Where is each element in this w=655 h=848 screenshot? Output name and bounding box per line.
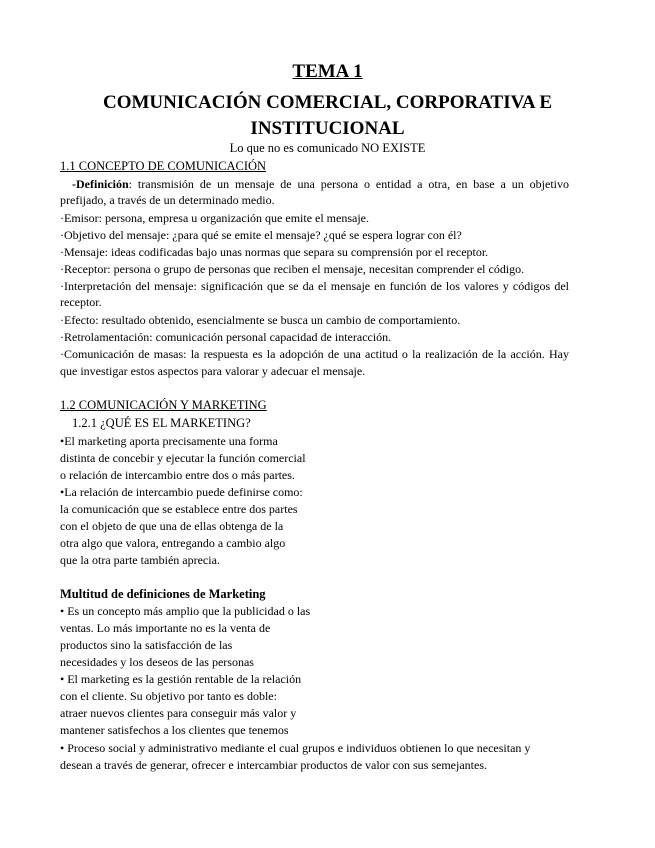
definition-list-line: • Proceso social y administrativo mediante el cual grupos e individuos obtienen lo que necesitan y [60,741,531,755]
definition-list-line: ventas. Lo más importante no es la venta de [60,621,271,635]
title-line-2: COMUNICACIÓN COMERCIAL, CORPORATIVA E [103,92,552,113]
definition-line-1 [72,176,569,192]
marketing-line: otra algo que valora, entregando a cambio algo [60,536,286,550]
definition-list-line: necesidades y los deseos de las personas [60,655,254,669]
marketing-line: •El marketing aporta precisamente una forma [60,434,278,448]
marketing-line: distinta de concebir y ejecutar la función comercial [60,451,306,465]
section-heading-1-2: 1.2 COMUNICACIÓN Y MARKETING [60,398,267,412]
definition-label: -Definición [72,177,129,191]
marketing-line: •La relación de intercambio puede definirse como: [60,485,303,499]
title-line-3: INSTITUCIONAL [250,118,405,139]
concept-item: ·Emisor: persona, empresa u organización que emite el mensaje. [60,211,369,225]
definition-list-line: desean a través de generar, ofrecer e intercambiar productos de valor con sus semejantes. [60,758,487,772]
definition-list-line: • Es un concepto más amplio que la publicidad o las [60,604,311,618]
concept-item-continued: que investigar estos aspectos para valorar y adecuar el mensaje. [60,364,366,378]
section-heading-1-1: 1.1 CONCEPTO DE COMUNICACIÓN [60,159,267,173]
concept-item: ·Comunicación de masas: la respuesta es la adopción de una actitud o la realización de la acción. Hay [60,347,569,361]
subsection-heading-1-2-1: 1.2.1 ¿QUÉ ES EL MARKETING? [72,416,251,430]
concept-item: ·Objetivo del mensaje: ¿para qué se emite el mensaje? ¿qué se espera lograr con él? [60,228,462,242]
subtitle: Lo que no es comunicado NO EXISTE [229,141,426,155]
concept-item: ·Mensaje: ideas codificadas bajo unas normas que separa su comprensión por el receptor. [60,245,489,259]
concept-item-continued: receptor. [60,295,102,309]
marketing-line: con el objeto de que una de ellas obtenga de la [60,519,284,533]
definition-list-line: atraer nuevos clientes para conseguir más valor y [60,706,297,720]
definition-line-2: prefijado, a través de un determinado medio. [60,193,275,207]
concept-item: ·Receptor: persona o grupo de personas que reciben el mensaje, necesitan comprender el código. [60,262,525,276]
definition-list-line: productos sino la satisfacción de las [60,638,233,652]
marketing-line: o relación de intercambio entre dos o más partes. [60,468,295,482]
marketing-line: la comunicación que se establece entre dos partes [60,502,298,516]
definition-list-line: • El marketing es la gestión rentable de la relación [60,672,302,686]
marketing-line: que la otra parte también aprecia. [60,553,220,567]
definition-list-line: mantener satisfechos a los clientes que tenemos [60,723,289,737]
main-title: TEMA 1 [292,61,363,82]
definition-list-line: con el cliente. Su objetivo por tanto es doble: [60,689,277,703]
concept-item: ·Retrolamentación: comunicación personal capacidad de interacción. [60,330,392,344]
concept-item: ·Interpretación del mensaje: significación que se da el mensaje en función de los valores y códigos del [60,279,569,293]
definition-text-1: : transmisión de un mensaje de una persona o entidad a otra, en base a un objetivo [128,177,569,191]
definitions-heading: Multitud de definiciones de Marketing [60,587,266,601]
concept-item: ·Efecto: resultado obtenido, esencialmente se busca un cambio de comportamiento. [60,313,461,327]
